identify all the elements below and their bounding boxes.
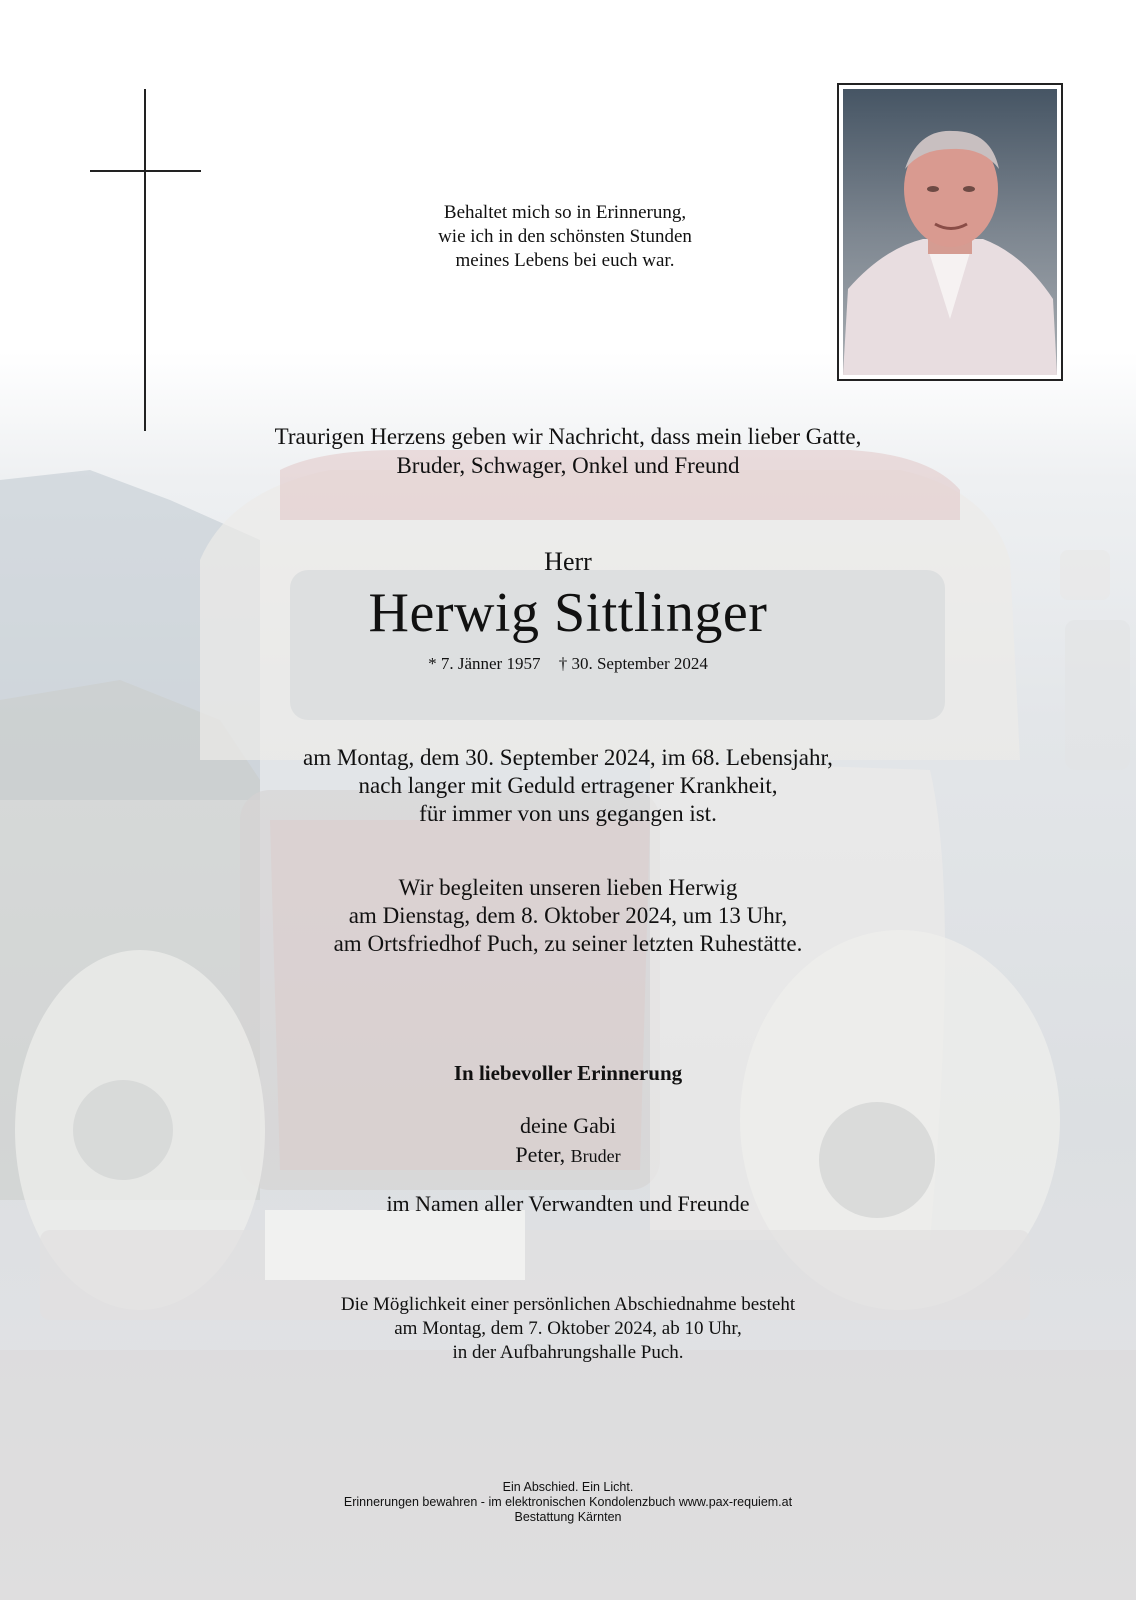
quote-line: Behaltet mich so in Erinnerung, <box>443 202 687 223</box>
mourner <box>0 1140 1136 1171</box>
announcement-intro <box>0 422 1136 480</box>
death-notice-line: für immer von uns gegangen ist. <box>419 801 717 826</box>
footer-line: Ein Abschied. Ein Licht. <box>502 1480 634 1494</box>
funeral-line: am Ortsfriedhof Puch, zu seiner letzten Ruhestätte. <box>333 931 803 956</box>
death-date: † 30. September 2024 <box>558 654 708 673</box>
mourner-relation: Bruder <box>570 1146 621 1166</box>
memory-title: In liebevoller Erinnerung <box>453 1061 683 1085</box>
memorial-quote <box>365 201 765 273</box>
mourner: deine Gabi <box>520 1113 616 1138</box>
death-notice-line: nach langer mit Geduld ertragener Krankheit, <box>358 773 778 798</box>
mourner-name: Peter, <box>515 1142 566 1167</box>
latin-cross-bar <box>90 170 201 172</box>
mourners-list <box>0 1111 1136 1171</box>
portrait-photo <box>837 83 1063 381</box>
intro-line: Traurigen Herzens geben wir Nachricht, dass mein lieber Gatte, <box>274 424 862 449</box>
intro-line: Bruder, Schwager, Onkel und Freund <box>396 453 740 478</box>
farewell-line: in der Aufbahrungshalle Puch. <box>452 1342 684 1363</box>
latin-cross-icon <box>144 89 146 431</box>
funeral-line: am Dienstag, dem 8. Oktober 2024, um 13 Uhr, <box>348 903 788 928</box>
footer-line: Erinnerungen bewahren - im elektronischen Kondolenzbuch www.pax-requiem.at <box>343 1495 793 1509</box>
life-dates <box>0 654 1136 674</box>
portrait-illustration <box>843 89 1057 375</box>
death-notice-line: am Montag, dem 30. September 2024, im 68. Lebensjahr, <box>303 745 833 770</box>
farewell-line: Die Möglichkeit einer persönlichen Abschiednahme besteht <box>340 1294 796 1315</box>
funeral-details <box>0 874 1136 958</box>
salutation: Herr <box>544 547 592 576</box>
relatives-line: im Namen aller Verwandten und Freunde <box>386 1191 750 1216</box>
farewell-details <box>0 1293 1136 1365</box>
footer <box>0 1480 1136 1525</box>
death-notice <box>0 744 1136 828</box>
farewell-line: am Montag, dem 7. Oktober 2024, ab 10 Uhr, <box>394 1318 742 1339</box>
birth-date: * 7. Jänner 1957 <box>428 654 541 673</box>
quote-line: meines Lebens bei euch war. <box>455 250 675 271</box>
deceased-name: Herwig Sittlinger <box>368 582 768 644</box>
quote-line: wie ich in den schönsten Stunden <box>438 226 692 247</box>
footer-line: Bestattung Kärnten <box>514 1510 622 1524</box>
funeral-line: Wir begleiten unseren lieben Herwig <box>398 875 738 900</box>
